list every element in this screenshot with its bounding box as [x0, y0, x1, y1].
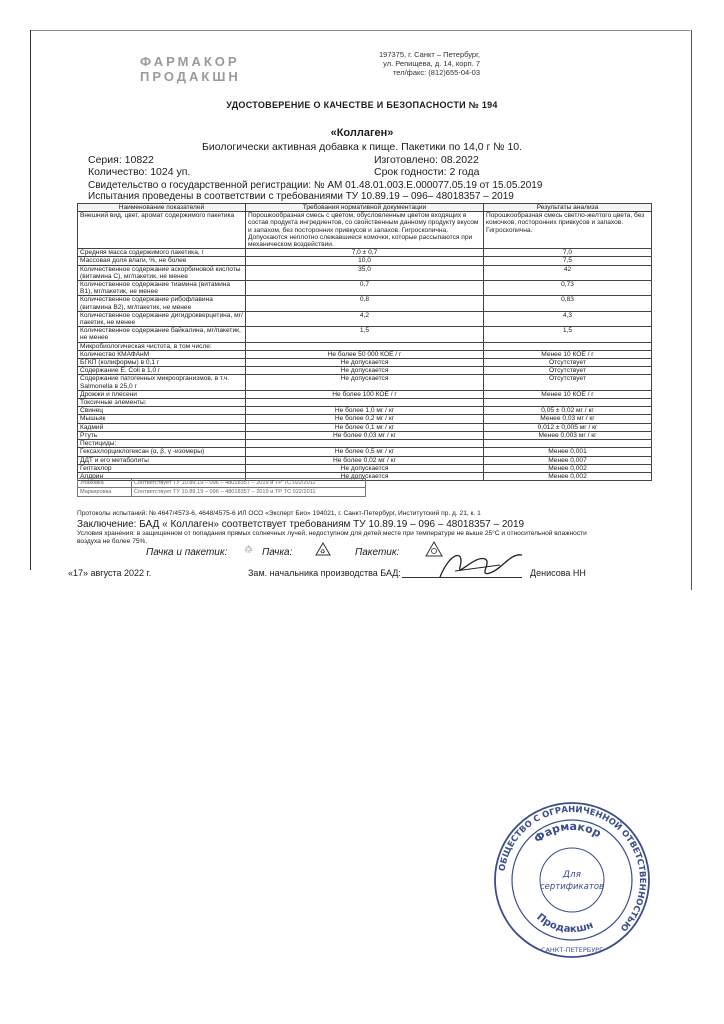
requirement-cell: Не допускается	[246, 472, 484, 480]
result-cell	[484, 342, 652, 350]
result-cell: Менее 0,03 мг / кг	[484, 415, 652, 423]
parameter-cell: Мышьяк	[78, 415, 246, 423]
series-number: Серия: 10822	[88, 154, 154, 166]
signer-name: Денисова НН	[530, 568, 586, 578]
parameter-cell: Кадмий	[78, 423, 246, 431]
parameter-cell: Количество КМАФАнМ	[78, 350, 246, 358]
result-cell: Порошкообразная смесь светло-желтого цвета, без комочков, посторонних привкусов и запахов. Гигроскопична.	[484, 212, 652, 249]
result-cell: 4,3	[484, 311, 652, 326]
parameter-cell: Пестициды:	[78, 440, 246, 448]
stamp-company-bottom: Продакшн	[534, 911, 595, 936]
result-cell: Отсутствует	[484, 367, 652, 375]
storage-conditions: Условия хранения: в защищенном от попадания прямых солнечных лучей, недоступном для детей месте при температуре не выше 25°С и относительной влажности воздуха не более 75%.	[77, 530, 587, 545]
cardboard-recycle-icon	[314, 541, 332, 557]
table-row	[78, 423, 652, 431]
stamp-outer-text: ОБЩЕСТВО С ОГРАНИЧЕННОЙ ОТВЕТСТВЕННОСТЬЮ	[497, 804, 648, 933]
parameter-cell: Количественное содержание рибофлавина (витамина В2), мг/пакетик, не менее	[78, 296, 246, 311]
parameter-cell: Содержание патогенных микроорганизмов, в т.ч. Salmonella в 25,0 г	[78, 375, 246, 390]
document-title: УДОСТОВЕРЕНИЕ О КАЧЕСТВЕ И БЕЗОПАСНОСТИ № 194	[226, 100, 498, 110]
parameter-cell: Средняя масса содержимого пакетика, г	[78, 249, 246, 257]
table-header-row	[78, 204, 652, 212]
result-cell: Отсутствует	[484, 375, 652, 390]
company-stamp	[492, 800, 652, 960]
labeling-label: Маркировка	[78, 488, 132, 497]
table-row	[78, 281, 652, 296]
table-row	[78, 479, 366, 488]
table-row	[78, 375, 652, 390]
conclusion: Заключение: БАД « Коллаген» соответствует требованиям ТУ 10.89.19 – 096 – 48018357 – 2019	[77, 519, 525, 530]
packaging-label: Упаковка	[78, 479, 132, 488]
result-cell: Менее 0,007	[484, 456, 652, 464]
requirement-cell	[246, 399, 484, 407]
parameter-cell: Токсичные элементы:	[78, 399, 246, 407]
parameter-cell: Количественное содержание тиамина (витамина В1), мг/пакетик, не менее	[78, 281, 246, 296]
sachet-label: Пакетик:	[355, 547, 400, 558]
stamp-city: САНКТ-ПЕТЕРБУРГ	[540, 946, 604, 954]
address-line-2: ул. Репищева, д. 14, корп. 7	[383, 59, 480, 68]
signatory-title: Зам. начальника производства БАД:	[248, 568, 401, 578]
issue-date: «17» августа 2022 г.	[68, 568, 152, 578]
table-row	[78, 431, 652, 439]
requirement-cell: Не допускается	[246, 464, 484, 472]
result-cell: 1,5	[484, 327, 652, 342]
result-cell: Менее 10 КОЕ / г	[484, 390, 652, 398]
pack-label: Пачка:	[262, 547, 293, 558]
column-header-parameter: Наименование показателей	[78, 204, 246, 212]
parameter-cell: Содержание E. Coli в 1,0 г	[78, 367, 246, 375]
requirement-cell: 4,2	[246, 311, 484, 326]
table-row	[78, 350, 652, 358]
parameter-cell: ДДТ и его метаболиты	[78, 456, 246, 464]
requirement-cell	[246, 440, 484, 448]
page-frame-left	[30, 30, 31, 570]
requirement-cell: Не допускается	[246, 367, 484, 375]
result-cell: 7,0	[484, 249, 652, 257]
table-row	[78, 212, 652, 249]
requirement-cell: 1,5	[246, 327, 484, 342]
table-row	[78, 257, 652, 265]
parameter-cell: Дрожжи и плесени	[78, 390, 246, 398]
result-cell	[484, 399, 652, 407]
page-frame-right	[691, 30, 692, 590]
test-protocols: Протоколы испытаний: № 4647/4573-6, 4648/4575-6 ИЛ ОСО «Эксперт Био» 194021, г. Санкт-Петербург, Институтский пр. д. 21, к. 1	[77, 510, 481, 517]
parameter-cell: Гексахлорциклогексан (α, β, γ -изомеры)	[78, 448, 246, 456]
parameter-cell: Ртуть	[78, 431, 246, 439]
table-row	[78, 342, 652, 350]
requirement-cell: 7,0 ± 0,7	[246, 249, 484, 257]
labeling-value: Соответствует ТУ 10.89.19 – 096 – 48018357 – 2019 и ТР ТС 022/2011	[132, 488, 366, 497]
table-row	[78, 456, 652, 464]
result-cell: Менее 0,003 мг / кг	[484, 431, 652, 439]
result-cell: Отсутствует	[484, 359, 652, 367]
requirement-cell: Не более 0,2 мг / кг	[246, 415, 484, 423]
requirement-cell: Порошкообразная смесь с цветом, обусловленным цветом входящих в состав продукта ингредиентов, со свойственным данному продукту вкусом и запахом, без посторонних привкусов и запахов. Гигроскопична. Допускаются неплотно слежавшиеся комочки, которые рассыпаются при механическом воздействии.	[246, 212, 484, 249]
result-cell: Менее 0,001	[484, 448, 652, 456]
table-row	[78, 415, 652, 423]
stamp-center-line-2: сертификатов	[539, 882, 605, 892]
table-row	[78, 440, 652, 448]
address-line-1: 197375, г. Санкт – Петербург,	[378, 50, 480, 59]
requirement-cell: 0,7	[246, 281, 484, 296]
handwritten-signature	[430, 547, 530, 583]
parameter-cell: Внешний вид, цвет, аромат содержимого пакетика	[78, 212, 246, 249]
table-row	[78, 407, 652, 415]
stamp-center-line-1: Для	[562, 870, 582, 880]
requirement-cell: Не более 0,03 мг / кг	[246, 431, 484, 439]
requirement-cell	[246, 342, 484, 350]
parameter-cell: БГКП (колиформы) в 0,1 г	[78, 359, 246, 367]
company-logo	[140, 54, 300, 84]
registration-certificate: Свидетельство о государственной регистрации: № AM 01.48.01.003.E.000077.05.19 от 15.05.2019	[88, 180, 543, 191]
svg-text:♲: ♲	[244, 545, 253, 556]
table-row	[78, 399, 652, 407]
parameter-cell: Количественное содержание дигидрокверцетина, мг/пакетик, не менее	[78, 311, 246, 326]
table-row	[78, 448, 652, 456]
requirement-cell: 35,0	[246, 265, 484, 280]
logo-line-1: ФАРМАКОР	[140, 54, 240, 69]
requirement-cell: Не более 100 КОЕ / г	[246, 390, 484, 398]
packaging-table	[77, 478, 366, 497]
requirement-cell: Не допускается	[246, 375, 484, 390]
company-address	[350, 50, 480, 77]
requirement-cell: Не допускается	[246, 359, 484, 367]
parameter-cell: Микробиологическая чистота, в том числе:	[78, 342, 246, 350]
parameter-cell: Алдрин	[78, 472, 246, 480]
column-header-result: Результаты анализа	[484, 204, 652, 212]
parameter-cell: Свинец	[78, 407, 246, 415]
parameter-cell: Количественное содержание байкалина, мг/пакетик, не менее	[78, 327, 246, 342]
result-cell: 0,83	[484, 296, 652, 311]
pp-recycle-icon	[242, 541, 260, 557]
parameter-cell: Массовая доля влаги, %, не более	[78, 257, 246, 265]
table-row	[78, 265, 652, 280]
table-row	[78, 488, 366, 497]
quality-table	[77, 203, 652, 481]
requirement-cell: 0,8	[246, 296, 484, 311]
result-cell	[484, 440, 652, 448]
manufacture-date: Изготовлено: 08.2022	[374, 154, 479, 166]
parameter-cell: Гептахлор	[78, 464, 246, 472]
requirement-cell: Не более 1,0 мг / кг	[246, 407, 484, 415]
page-frame-top	[30, 30, 690, 31]
table-row	[78, 464, 652, 472]
result-cell: Менее 10 КОЕ / г	[484, 350, 652, 358]
result-cell: 0,05 ± 0,02 мг / кг	[484, 407, 652, 415]
result-cell: Менее 0,002	[484, 472, 652, 480]
result-cell: 0,73	[484, 281, 652, 296]
table-row	[78, 296, 652, 311]
pack-and-sachet-label: Пачка и пакетик:	[146, 547, 228, 558]
requirement-cell: Не более 0,5 мг / кг	[246, 448, 484, 456]
requirement-cell: Не более 0,1 мг / кг	[246, 423, 484, 431]
product-description: Биологически активная добавка к пище. Пакетики по 14,0 г № 10.	[201, 141, 523, 153]
quantity: Количество: 1024 уп.	[88, 166, 191, 178]
stamp-company-top: Фармакор	[531, 819, 604, 846]
column-header-requirement: Требования нормативной документации	[246, 204, 484, 212]
table-row	[78, 367, 652, 375]
table-row	[78, 390, 652, 398]
result-cell: 7,5	[484, 257, 652, 265]
table-row	[78, 359, 652, 367]
product-name: «Коллаген»	[330, 127, 394, 139]
table-row	[78, 249, 652, 257]
packaging-value: Соответствует ТУ 10.89.19 – 096 – 48018357 – 2019 и ТР ТС 022/2011	[132, 479, 366, 488]
svg-text:♻: ♻	[320, 548, 326, 556]
tests-statement: Испытания проведены в соответствии с требованиями ТУ 10.89.19 – 096– 48018357 – 2019	[88, 191, 514, 202]
table-row	[78, 327, 652, 342]
requirement-cell: Не более 0,02 мг / кг	[246, 456, 484, 464]
shelf-life: Срок годности: 2 года	[374, 166, 480, 178]
result-cell: 0,012 ± 0,005 мг / кг	[484, 423, 652, 431]
requirement-cell: 10,0	[246, 257, 484, 265]
result-cell: Менее 0,002	[484, 464, 652, 472]
parameter-cell: Количественное содержание аскорбиновой кислоты (витамина С), мг/пакетик, не менее	[78, 265, 246, 280]
result-cell: 42	[484, 265, 652, 280]
address-line-3: тел/факс: (812)655-04-03	[392, 68, 480, 77]
logo-line-2: ПРОДАКШН	[140, 69, 241, 84]
table-row	[78, 311, 652, 326]
requirement-cell: Не более 50 000 КОЕ / г	[246, 350, 484, 358]
